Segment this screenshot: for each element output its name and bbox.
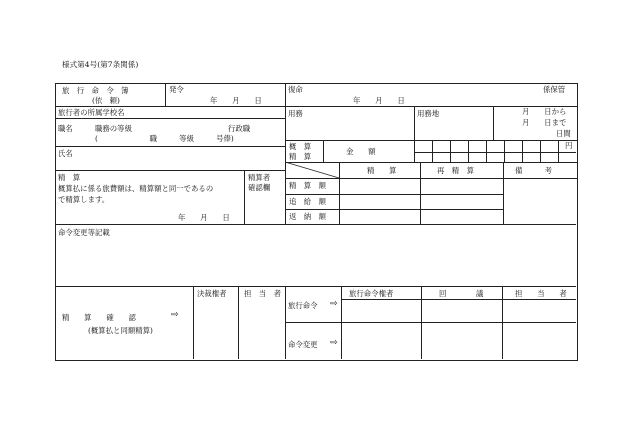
divider [55, 170, 285, 171]
business-label: 用務 [288, 109, 303, 118]
yen-label: 円 [565, 141, 573, 150]
settlement-date[interactable]: 年 月 日 [178, 213, 230, 222]
settlement-note-1: 概算払に係る旅費額は、精算額と同一であるの [58, 184, 214, 193]
amount-digit-box [414, 140, 415, 162]
custodian-label: 係保管 [543, 85, 566, 94]
divider [341, 286, 342, 359]
divider [55, 286, 576, 287]
divider [285, 83, 286, 224]
grade-paren: ( 職 等級 号俸) [95, 134, 234, 143]
approver-label: 決裁権者 [197, 289, 227, 298]
amount-digit-box [504, 140, 505, 162]
amount-label: 金 額 [346, 147, 376, 156]
order-change-label: 命令変更 [288, 340, 318, 349]
return-date[interactable]: 年 月 日 [353, 96, 405, 105]
amount-digit-box [558, 140, 559, 162]
form-title: 様式第4号(第7条関係) [62, 60, 139, 69]
name-label: 氏名 [58, 149, 73, 158]
settler-label: 精算者 [248, 173, 271, 182]
settle-label: 精 算 [289, 152, 312, 161]
changes-label: 命令変更等記載 [58, 228, 110, 237]
amount-digit-box [450, 140, 451, 162]
estimate-label: 概 算 [289, 142, 312, 151]
divider [285, 286, 286, 359]
row-settle-amount: 精 算 額 [289, 181, 326, 190]
divider [285, 140, 577, 141]
divider [503, 162, 504, 224]
issue-label: 発令 [169, 85, 184, 94]
days-label: 日間 [556, 129, 571, 138]
settle-confirm-note: (概算払と同額精算) [88, 326, 153, 335]
column-remarks: 備 考 [515, 166, 552, 175]
divider [285, 322, 576, 323]
divider [165, 83, 166, 106]
divider [502, 286, 503, 359]
amount-digit-box [486, 140, 487, 162]
admin-post-label: 行政職 [228, 124, 251, 133]
settlement-note-2: で精算します。 [58, 195, 110, 204]
settle-confirm-label: 精 算 確 認 [62, 313, 136, 322]
amount-digit-box [522, 140, 523, 162]
divider [244, 170, 245, 224]
period-from[interactable]: 月 日から [522, 107, 567, 116]
post-label: 職名 [58, 124, 73, 133]
return-label: 復命 [288, 85, 303, 94]
diagonal-line [285, 162, 340, 179]
row-refund: 返 納 額 [289, 212, 326, 221]
divider [193, 286, 194, 359]
confirm-column-label: 確認欄 [248, 183, 271, 192]
divider [285, 194, 503, 195]
grade-label: 職務の等級 [95, 124, 132, 133]
business-place-label: 用務地 [417, 109, 440, 118]
amount-digit-box [432, 140, 433, 162]
column-resettle: 再 精 算 [437, 166, 474, 175]
column-settle: 精 算 [367, 166, 397, 175]
staff-label-2: 担 当 者 [515, 289, 567, 298]
divider [55, 146, 285, 147]
divider [414, 152, 576, 153]
divider [414, 106, 415, 140]
divider [493, 106, 494, 140]
divider [323, 140, 324, 162]
arrow-icon: ⇨ [330, 299, 338, 309]
request-label: (依 頼) [92, 96, 120, 105]
divider [285, 209, 503, 210]
divider [421, 286, 422, 359]
amount-digit-box [540, 140, 541, 162]
travel-order-label: 旅行命令 [288, 301, 318, 310]
affiliation-label: 旅行者の所属学校名 [58, 108, 125, 117]
divider [341, 299, 576, 300]
divider [420, 162, 421, 224]
divider [238, 286, 239, 359]
arrow-icon: ⇨ [330, 338, 338, 348]
row-additional: 追 給 額 [289, 197, 326, 206]
issue-date[interactable]: 年 月 日 [210, 96, 262, 105]
ledger-label: 旅 行 命 令 簿 [62, 86, 129, 95]
divider [55, 106, 285, 107]
arrow-icon: ⇨ [171, 310, 179, 320]
divider [55, 224, 576, 225]
order-authority-label: 旅行命令権者 [349, 289, 394, 298]
staff-label: 担 当 者 [244, 289, 281, 298]
circulation-label: 回 議 [439, 289, 484, 298]
period-to[interactable]: 月 日まで [522, 118, 567, 127]
amount-digit-box [468, 140, 469, 162]
divider [55, 118, 285, 119]
settlement-title: 精 算 [58, 173, 81, 182]
